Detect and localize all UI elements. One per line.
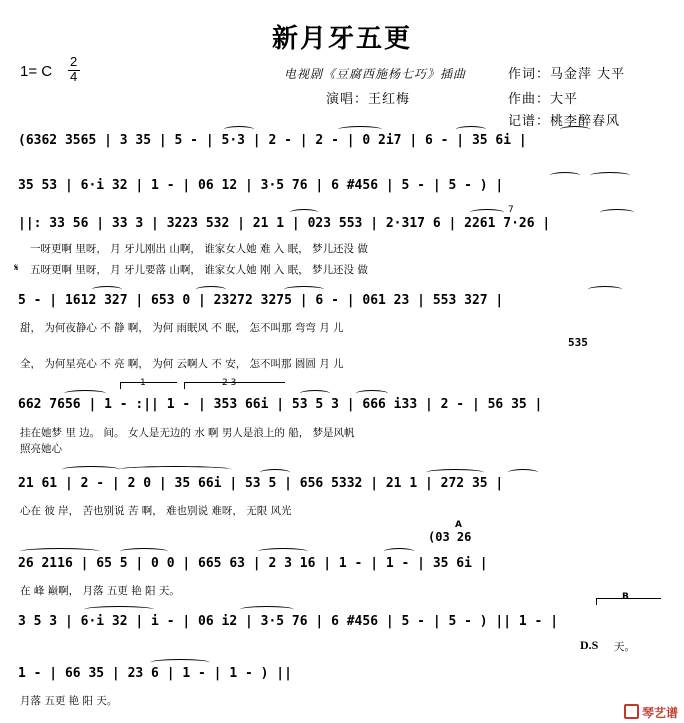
site-logo: 琴艺谱 — [624, 704, 678, 721]
slur-arc — [588, 286, 622, 293]
slur-arc — [224, 126, 254, 133]
lyrics-row-5-verse-1: 挂在她梦 里 边。 间。 女人是无边的 水 啊 男人是浪上的 船， 梦是风帆 — [20, 427, 355, 439]
volta-23-label: 2 3 — [222, 378, 237, 388]
lyrics-row-4-verse-2: 全， 为何星亮心 不 亮 啊， 为何 云啊人 不 安， 怎不叫那 圆圆 月 儿 — [20, 358, 344, 370]
slur-arc — [84, 606, 154, 613]
slur-arc — [64, 390, 106, 397]
slur-arc — [284, 286, 324, 293]
slur-arc — [384, 548, 414, 555]
lyrics-row-7: 在 峰 巅啊， 月落 五更 艳 阳 天。 — [20, 585, 180, 597]
lyrics-row-6: 心在 彼 岸， 苦也别说 苦 啊， 难也别说 难呀， 无限 风光 — [20, 505, 292, 517]
slur-arc — [260, 469, 290, 476]
mark-b-bracket — [596, 598, 661, 605]
ds-label: D.S — [580, 638, 599, 652]
lyrics-row-9: 月落 五更 艳 阳 天。 — [20, 695, 118, 707]
grace-note: 7 — [508, 205, 514, 215]
time-signature-top: 2 — [70, 54, 78, 69]
slur-arc — [590, 172, 630, 179]
volta-23-bracket — [184, 382, 285, 389]
slur-arc — [62, 466, 120, 473]
notation-row-7: 26 2116 | 65 5 | 0 0 | 665 63 | 2 3 16 | 1 - | 1 - | 35 6i | — [18, 556, 488, 571]
notation-row-4: 5 - | 1612 327 | 653 0 | 23272 3275 | 6 - | 061 23 | 553 327 | — [18, 293, 504, 308]
slur-arc — [470, 209, 504, 216]
time-signature-bottom: 4 — [70, 69, 78, 84]
slur-arc — [456, 126, 486, 133]
source-note: 电视剧《豆腐西施杨七巧》插曲 — [284, 67, 467, 81]
lyricist: 作词：马金萍 大平 — [508, 67, 626, 82]
song-title: 新月牙五更 — [271, 24, 412, 54]
lyrics-row-3-verse-2: 五呀更啊 里呀， 月 牙儿要落 山啊， 谁家女人她 刚 入 眠， 梦儿还没 做 — [30, 264, 368, 276]
slur-arc — [240, 606, 294, 613]
rehearsal-mark-a: A — [455, 520, 462, 530]
logo-icon — [624, 704, 639, 719]
composer: 作曲：大平 — [508, 92, 579, 107]
notation-row-5: 662 7656 | 1 - :|| 1 - | 353 66i | 53 5 3 | 666 i33 | 2 - | 56 35 | — [18, 397, 543, 412]
transcriber: 记谱：桃李醉春风 — [508, 114, 621, 129]
slur-arc — [120, 548, 168, 555]
lyrics-row-4-verse-1: 甜， 为何夜静心 不 静 啊， 为何 雨眠风 不 眠， 怎不叫那 弯弯 月 儿 — [20, 322, 344, 334]
slur-arc — [290, 209, 318, 216]
notation-row-1: (6362 3565 | 3 35 | 5 - | 5·3 | 2 - | 2 - | 0 2i7 | 6 - | 35 6i | — [18, 133, 527, 148]
singer: 演唱：王红梅 — [326, 92, 411, 107]
notation-row-9: 1 - | 66 35 | 23 6 | 1 - | 1 - ) || — [18, 666, 292, 681]
slur-arc — [258, 548, 308, 555]
slur-arc — [118, 466, 232, 473]
volta-1-label: 1 — [140, 378, 146, 388]
segno-mark: 𝄋 — [14, 262, 19, 274]
slur-arc — [92, 286, 122, 293]
rehearsal-mark-b: B — [622, 592, 629, 602]
key-signature: 1= C — [20, 63, 53, 80]
notation-row-2: 35 53 | 6·i 32 | 1 - | 06 12 | 3·5 76 | 6 #456 | 5 - | 5 - ) | — [18, 178, 504, 193]
slur-arc — [150, 659, 210, 666]
slur-arc — [20, 548, 100, 555]
slur-arc — [300, 390, 330, 397]
slur-arc — [196, 286, 226, 293]
alt-notes-535: 535 — [568, 336, 588, 349]
notation-row-8: 3 5 3 | 6·i 32 | i - | 06 i2 | 3·5 76 | 6 #456 | 5 - | 5 - ) || 1 - | — [18, 614, 559, 629]
slur-arc — [550, 172, 580, 179]
slur-arc — [426, 469, 484, 476]
slur-arc — [560, 126, 590, 133]
slur-arc — [356, 390, 388, 397]
slur-arc — [600, 209, 634, 216]
notation-row-6: 21 61 | 2 - | 2 0 | 35 66i | 53 5 | 656 5332 | 21 1 | 272 35 | — [18, 476, 504, 491]
lyrics-row-3-verse-1: 一呀更啊 里呀， 月 牙儿刚出 山啊， 谁家女人她 难 入 眠， 梦儿还没 做 — [30, 243, 368, 255]
volta-1-bracket — [120, 382, 177, 389]
slur-arc — [508, 469, 538, 476]
lyrics-row-5-verse-2: 照亮她心 — [20, 443, 62, 455]
notation-row-3: ||: 33 56 | 33 3 | 3223 532 | 21 1 | 023 553 | 2·317 6 | 2261 7·26 | — [18, 216, 551, 231]
insert-notes-a: (03 26 — [428, 530, 472, 544]
ds-lyric: 天。 — [614, 641, 635, 653]
slur-arc — [338, 126, 382, 133]
